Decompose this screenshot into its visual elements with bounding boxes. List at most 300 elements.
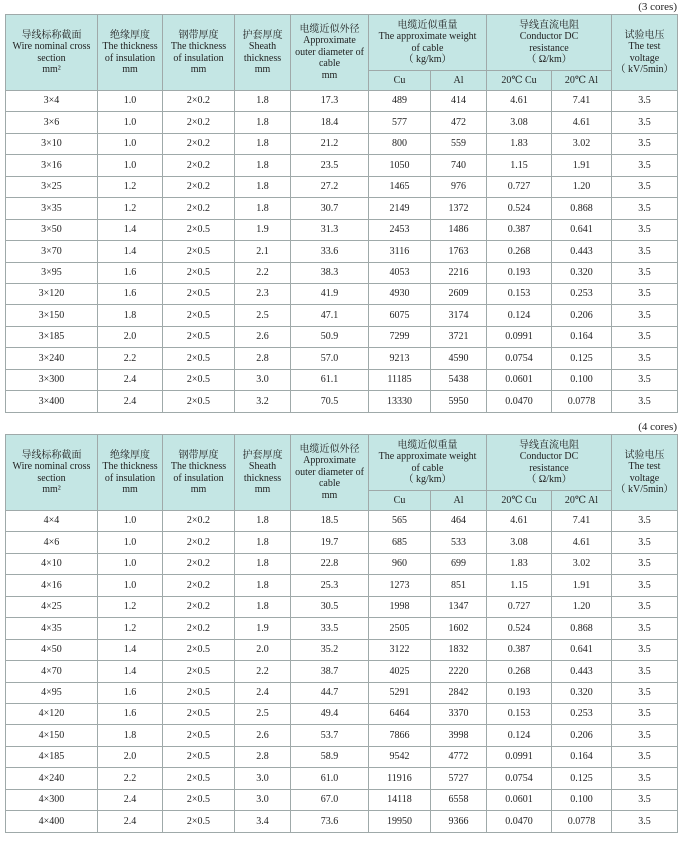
subheader-resistance-al: 20℃ Al: [552, 491, 612, 511]
table-cell: 3.0: [235, 369, 291, 390]
table-cell: 7.41: [552, 91, 612, 112]
table-cell: 2.6: [235, 326, 291, 347]
table-cell: 0.320: [552, 682, 612, 703]
table-cell: 1.0: [98, 155, 163, 176]
header-zh: 导线直流电阻: [519, 19, 579, 31]
table-cell: 3.0: [235, 789, 291, 810]
header-en: of insulation: [104, 472, 156, 484]
table-cell: 3.08: [487, 112, 552, 133]
table-cell: 2505: [369, 618, 431, 639]
header-insulation: [98, 15, 163, 91]
table-cell: 1.0: [98, 511, 163, 532]
header-en: outer diameter of: [295, 46, 364, 58]
table-cell: 685: [369, 532, 431, 553]
table-cell: 559: [431, 133, 487, 154]
header-unit: （ Ω/km）: [526, 54, 572, 65]
table-cell: 2×0.5: [163, 725, 235, 746]
table-cell: 2.4: [98, 811, 163, 832]
table-cell: 4590: [431, 348, 487, 369]
table-cell: 2216: [431, 262, 487, 283]
table-row: [6, 618, 678, 639]
table-cell: 1.91: [552, 575, 612, 596]
table-cell: 3.5: [612, 91, 678, 112]
table-cell: 4772: [431, 746, 487, 767]
table-cell: 4×25: [6, 596, 98, 617]
table-cell: 2.0: [98, 746, 163, 767]
table-row: [6, 811, 678, 832]
header-en: section: [37, 52, 66, 64]
table-cell: 1.4: [98, 241, 163, 262]
table-cell: 1.0: [98, 553, 163, 574]
table-cell: 6075: [369, 305, 431, 326]
table-cell: 3721: [431, 326, 487, 347]
table-row: [6, 176, 678, 197]
table-cell: 2×0.2: [163, 176, 235, 197]
table-cell: 4×240: [6, 768, 98, 789]
table-cell: 3×70: [6, 241, 98, 262]
header-zh: 护套厚度: [242, 449, 283, 461]
subheader-weight-cu: Cu: [369, 491, 431, 511]
table-cell: 3.5: [612, 262, 678, 283]
table-cell: 58.9: [291, 746, 369, 767]
table-cell: 3.5: [612, 811, 678, 832]
table-row: [6, 553, 678, 574]
table-cell: 4×95: [6, 682, 98, 703]
table-cell: 3.5: [612, 155, 678, 176]
table-cell: 4×35: [6, 618, 98, 639]
header-diameter: [291, 15, 369, 91]
table-cell: 1.8: [235, 112, 291, 133]
table-cell: 2.4: [98, 391, 163, 412]
table-cell: 0.443: [552, 661, 612, 682]
table-cell: 4.61: [487, 91, 552, 112]
header-en: Conductor DC: [519, 451, 579, 462]
table-cell: 1.91: [552, 155, 612, 176]
table-cell: 3.5: [612, 639, 678, 660]
table-row: [6, 532, 678, 553]
table-cell: 3.5: [612, 283, 678, 304]
table-row: [6, 305, 678, 326]
table-cell: 0.0601: [487, 789, 552, 810]
table-cell: 3370: [431, 703, 487, 724]
table-cell: 3.5: [612, 725, 678, 746]
table-cell: 3.02: [552, 133, 612, 154]
header-zh: 导线标称截面: [21, 449, 82, 461]
table-cell: 0.100: [552, 369, 612, 390]
table-cell: 0.0754: [487, 348, 552, 369]
table-cell: 2×0.5: [163, 789, 235, 810]
header-unit: mm: [321, 69, 338, 81]
table-cell: 1.0: [98, 575, 163, 596]
header-en: section: [37, 472, 66, 484]
header-en: The approximate weight: [378, 31, 477, 42]
header-resistance: [487, 435, 612, 491]
header-zh: 护套厚度: [242, 29, 283, 41]
table-row: [6, 391, 678, 412]
table-cell: 44.7: [291, 682, 369, 703]
table-cell: 70.5: [291, 391, 369, 412]
table-caption-3-cores: (3 cores): [638, 1, 677, 13]
table-cell: 2.4: [235, 682, 291, 703]
table-cell: 2×0.5: [163, 768, 235, 789]
table-cell: 2×0.5: [163, 326, 235, 347]
header-unit: （ kg/km）: [403, 474, 452, 485]
table-cell: 18.5: [291, 511, 369, 532]
table-cell: 3116: [369, 241, 431, 262]
table-cell: 2.2: [235, 262, 291, 283]
table-cell: 4×150: [6, 725, 98, 746]
table-cell: 5727: [431, 768, 487, 789]
header-en: The thickness: [170, 41, 227, 52]
table-cell: 0.727: [487, 176, 552, 197]
table-cell: 9542: [369, 746, 431, 767]
table-cell: 3.5: [612, 746, 678, 767]
table-row: [6, 219, 678, 240]
table-cell: 1.0: [98, 112, 163, 133]
table-cell: 2×0.2: [163, 532, 235, 553]
table-cell: 2.8: [235, 348, 291, 369]
table-cell: 0.0778: [552, 811, 612, 832]
table-row: [6, 575, 678, 596]
table-cell: 0.524: [487, 618, 552, 639]
subheader-weight-al: Al: [431, 71, 487, 91]
table-cell: 1.8: [235, 91, 291, 112]
table-row: [6, 91, 678, 112]
table-cell: 2×0.2: [163, 618, 235, 639]
table-cell: 1.8: [98, 305, 163, 326]
table-cell: 2×0.5: [163, 391, 235, 412]
table-cell: 2×0.5: [163, 262, 235, 283]
header-en: outer diameter of: [295, 466, 364, 478]
table-cell: 1.6: [98, 682, 163, 703]
table-cell: 67.0: [291, 789, 369, 810]
table-cell: 2×0.5: [163, 305, 235, 326]
table-cell: 3×25: [6, 176, 98, 197]
table-cell: 2.5: [235, 703, 291, 724]
table-cell: 18.4: [291, 112, 369, 133]
table-cell: 2×0.5: [163, 639, 235, 660]
table-cell: 0.0754: [487, 768, 552, 789]
table-cell: 25.3: [291, 575, 369, 596]
table-cell: 5291: [369, 682, 431, 703]
header-test-voltage: [612, 15, 678, 91]
header-en: cable: [318, 58, 341, 70]
table-cell: 50.9: [291, 326, 369, 347]
table-cell: 11916: [369, 768, 431, 789]
table-cell: 1.8: [235, 198, 291, 219]
table-cell: 33.5: [291, 618, 369, 639]
table-cell: 2×0.2: [163, 511, 235, 532]
table-cell: 38.3: [291, 262, 369, 283]
table-cell: 3.5: [612, 326, 678, 347]
header-zh: 试验电压: [624, 29, 665, 41]
table-cell: 3.5: [612, 176, 678, 197]
table-cell: 1832: [431, 639, 487, 660]
table-cell: 851: [431, 575, 487, 596]
table-cell: 3.2: [235, 391, 291, 412]
header-en: thickness: [243, 52, 282, 64]
table-cell: 1.2: [98, 198, 163, 219]
table-cell: 0.206: [552, 725, 612, 746]
table-cell: 1.4: [98, 219, 163, 240]
table-cell: 3.5: [612, 369, 678, 390]
table-cell: 4025: [369, 661, 431, 682]
header-unit: mm: [190, 484, 207, 495]
subheader-weight-al: Al: [431, 491, 487, 511]
table-cell: 3.5: [612, 241, 678, 262]
table-cell: 0.253: [552, 703, 612, 724]
header-sheath: [235, 435, 291, 511]
subheader-resistance-cu: 20℃ Cu: [487, 71, 552, 91]
header-en: The test: [628, 461, 661, 472]
table-row: [6, 369, 678, 390]
table-cell: 1.8: [98, 725, 163, 746]
table-cell: 1.6: [98, 283, 163, 304]
table-cell: 2×0.5: [163, 283, 235, 304]
table-cell: 414: [431, 91, 487, 112]
table-cell: 3.5: [612, 618, 678, 639]
table-cell: 4×400: [6, 811, 98, 832]
table-cell: 0.0991: [487, 746, 552, 767]
table-cell: 19950: [369, 811, 431, 832]
table-cell: 0.164: [552, 326, 612, 347]
table-cell: 3×50: [6, 219, 98, 240]
header-en: The thickness: [102, 41, 158, 52]
table-cell: 3.5: [612, 703, 678, 724]
header-en: Sheath: [248, 461, 277, 472]
table-cell: 0.727: [487, 596, 552, 617]
table-cell: 2.4: [98, 789, 163, 810]
table-cell: 73.6: [291, 811, 369, 832]
header-en: thickness: [243, 472, 282, 484]
table-cell: 7299: [369, 326, 431, 347]
table-cell: 3.5: [612, 575, 678, 596]
header-en: Sheath: [248, 41, 277, 52]
table-cell: 3.5: [612, 789, 678, 810]
table-caption-4-cores: (4 cores): [638, 421, 677, 433]
table-cell: 0.524: [487, 198, 552, 219]
table-cell: 1.83: [487, 133, 552, 154]
table-cell: 1.8: [235, 575, 291, 596]
header-zh: 钢带厚度: [178, 449, 219, 461]
header-test-voltage: [612, 435, 678, 511]
table-cell: 1.0: [98, 133, 163, 154]
table-cell: 6558: [431, 789, 487, 810]
table-cell: 4×185: [6, 746, 98, 767]
header-zh: 导线直流电阻: [519, 439, 579, 451]
header-unit: mm: [122, 484, 138, 495]
table-cell: 2.2: [98, 768, 163, 789]
table-cell: 0.0470: [487, 391, 552, 412]
table-cell: 4×120: [6, 703, 98, 724]
table-cell: 4×10: [6, 553, 98, 574]
table-cell: 3.5: [612, 112, 678, 133]
table-cell: 3×16: [6, 155, 98, 176]
table-cell: 3×185: [6, 326, 98, 347]
table-cell: 1.8: [235, 176, 291, 197]
header-en: Wire nominal cross: [12, 461, 91, 472]
table-cell: 533: [431, 532, 487, 553]
table-cell: 699: [431, 553, 487, 574]
table-cell: 0.0778: [552, 391, 612, 412]
table-cell: 9213: [369, 348, 431, 369]
table-cell: 2.3: [235, 283, 291, 304]
table-cell: 2×0.5: [163, 746, 235, 767]
table-cell: 1.2: [98, 618, 163, 639]
table-cell: 57.0: [291, 348, 369, 369]
header-en: cable: [318, 478, 341, 490]
table-cell: 1998: [369, 596, 431, 617]
table-cell: 489: [369, 91, 431, 112]
table-cell: 0.641: [552, 639, 612, 660]
table-cell: 4×4: [6, 511, 98, 532]
table-cell: 2220: [431, 661, 487, 682]
table-cell: 2.2: [98, 348, 163, 369]
table-cell: 1763: [431, 241, 487, 262]
table-cell: 0.125: [552, 768, 612, 789]
table-cell: 2×0.2: [163, 155, 235, 176]
table-cell: 3.5: [612, 532, 678, 553]
table-row: [6, 725, 678, 746]
cable-spec-table-3-cores: [5, 14, 678, 413]
table-cell: 1.8: [235, 133, 291, 154]
header-en: voltage: [629, 52, 660, 64]
table-cell: 3.5: [612, 553, 678, 574]
table-cell: 3.5: [612, 305, 678, 326]
table-cell: 3×95: [6, 262, 98, 283]
table-cell: 1.8: [235, 553, 291, 574]
table-cell: 1.9: [235, 618, 291, 639]
table-cell: 3.5: [612, 511, 678, 532]
table-cell: 0.153: [487, 283, 552, 304]
table-cell: 9366: [431, 811, 487, 832]
table-cell: 1.8: [235, 532, 291, 553]
table-cell: 2×0.2: [163, 91, 235, 112]
header-sheath: [235, 15, 291, 91]
table-row: [6, 596, 678, 617]
table-cell: 3×120: [6, 283, 98, 304]
table-cell: 2.6: [235, 725, 291, 746]
header-zh: 导线标称截面: [21, 29, 82, 41]
header-en: Approximate: [303, 35, 356, 47]
header-unit: （ kV/5min）: [615, 64, 674, 75]
header-zh: 电缆近似重量: [397, 19, 458, 31]
header-en: of cable: [411, 42, 444, 54]
table-cell: 464: [431, 511, 487, 532]
header-section: [6, 15, 98, 91]
table-row: [6, 682, 678, 703]
table-cell: 3.5: [612, 391, 678, 412]
table-cell: 0.124: [487, 725, 552, 746]
table-cell: 23.5: [291, 155, 369, 176]
table-cell: 2.8: [235, 746, 291, 767]
table-cell: 3.0: [235, 768, 291, 789]
table-cell: 3.5: [612, 133, 678, 154]
table-cell: 2×0.5: [163, 811, 235, 832]
table-cell: 1.83: [487, 553, 552, 574]
table-row: [6, 661, 678, 682]
table-row: [6, 262, 678, 283]
table-row: [6, 639, 678, 660]
table-cell: 3×6: [6, 112, 98, 133]
table-cell: 0.868: [552, 618, 612, 639]
table-cell: 2×0.2: [163, 133, 235, 154]
header-unit: mm: [122, 64, 138, 75]
table-cell: 49.4: [291, 703, 369, 724]
table-cell: 1.15: [487, 575, 552, 596]
table-cell: 0.387: [487, 639, 552, 660]
table-cell: 0.268: [487, 241, 552, 262]
table-cell: 2×0.2: [163, 553, 235, 574]
table-cell: 0.268: [487, 661, 552, 682]
header-unit: （ Ω/km）: [526, 474, 572, 485]
table-cell: 976: [431, 176, 487, 197]
header-en: The thickness: [102, 461, 158, 472]
table-cell: 1486: [431, 219, 487, 240]
table-cell: 13330: [369, 391, 431, 412]
table-cell: 4×300: [6, 789, 98, 810]
table-cell: 2×0.5: [163, 241, 235, 262]
table-cell: 27.2: [291, 176, 369, 197]
table-cell: 4×6: [6, 532, 98, 553]
table-cell: 30.5: [291, 596, 369, 617]
header-en: of insulation: [173, 52, 224, 64]
table-row: [6, 746, 678, 767]
table-cell: 1.6: [98, 703, 163, 724]
table-cell: 3×35: [6, 198, 98, 219]
header-diameter: [291, 435, 369, 511]
table-cell: 5438: [431, 369, 487, 390]
header-weight: [369, 15, 487, 71]
header-unit: mm: [254, 64, 271, 75]
table-cell: 4053: [369, 262, 431, 283]
table-cell: 0.868: [552, 198, 612, 219]
table-cell: 4.61: [552, 532, 612, 553]
header-zh: 钢带厚度: [178, 29, 219, 41]
table-cell: 1.8: [235, 596, 291, 617]
table-cell: 2609: [431, 283, 487, 304]
table-cell: 4.61: [552, 112, 612, 133]
table-cell: 2149: [369, 198, 431, 219]
header-section: [6, 435, 98, 511]
table-cell: 2453: [369, 219, 431, 240]
header-zh: 电缆近似外径: [299, 23, 360, 35]
table-cell: 2.0: [98, 326, 163, 347]
table-cell: 0.387: [487, 219, 552, 240]
header-zh: 电缆近似外径: [299, 443, 360, 455]
table-cell: 1.2: [98, 176, 163, 197]
table-cell: 0.0470: [487, 811, 552, 832]
table-cell: 1.8: [235, 511, 291, 532]
header-unit: mm²: [42, 484, 61, 495]
header-resistance: [487, 15, 612, 71]
table-cell: 1.0: [98, 532, 163, 553]
table-cell: 3.5: [612, 682, 678, 703]
header-en: Approximate: [303, 455, 356, 467]
table-cell: 47.1: [291, 305, 369, 326]
table-cell: 31.3: [291, 219, 369, 240]
table-cell: 33.6: [291, 241, 369, 262]
table-cell: 2×0.5: [163, 369, 235, 390]
table-cell: 17.3: [291, 91, 369, 112]
header-unit: （ kV/5min）: [615, 484, 674, 495]
header-en: resistance: [529, 462, 569, 474]
table-cell: 21.2: [291, 133, 369, 154]
table-cell: 1273: [369, 575, 431, 596]
header-unit: （ kg/km）: [403, 54, 452, 65]
header-zh: 试验电压: [624, 449, 665, 461]
table-cell: 2842: [431, 682, 487, 703]
